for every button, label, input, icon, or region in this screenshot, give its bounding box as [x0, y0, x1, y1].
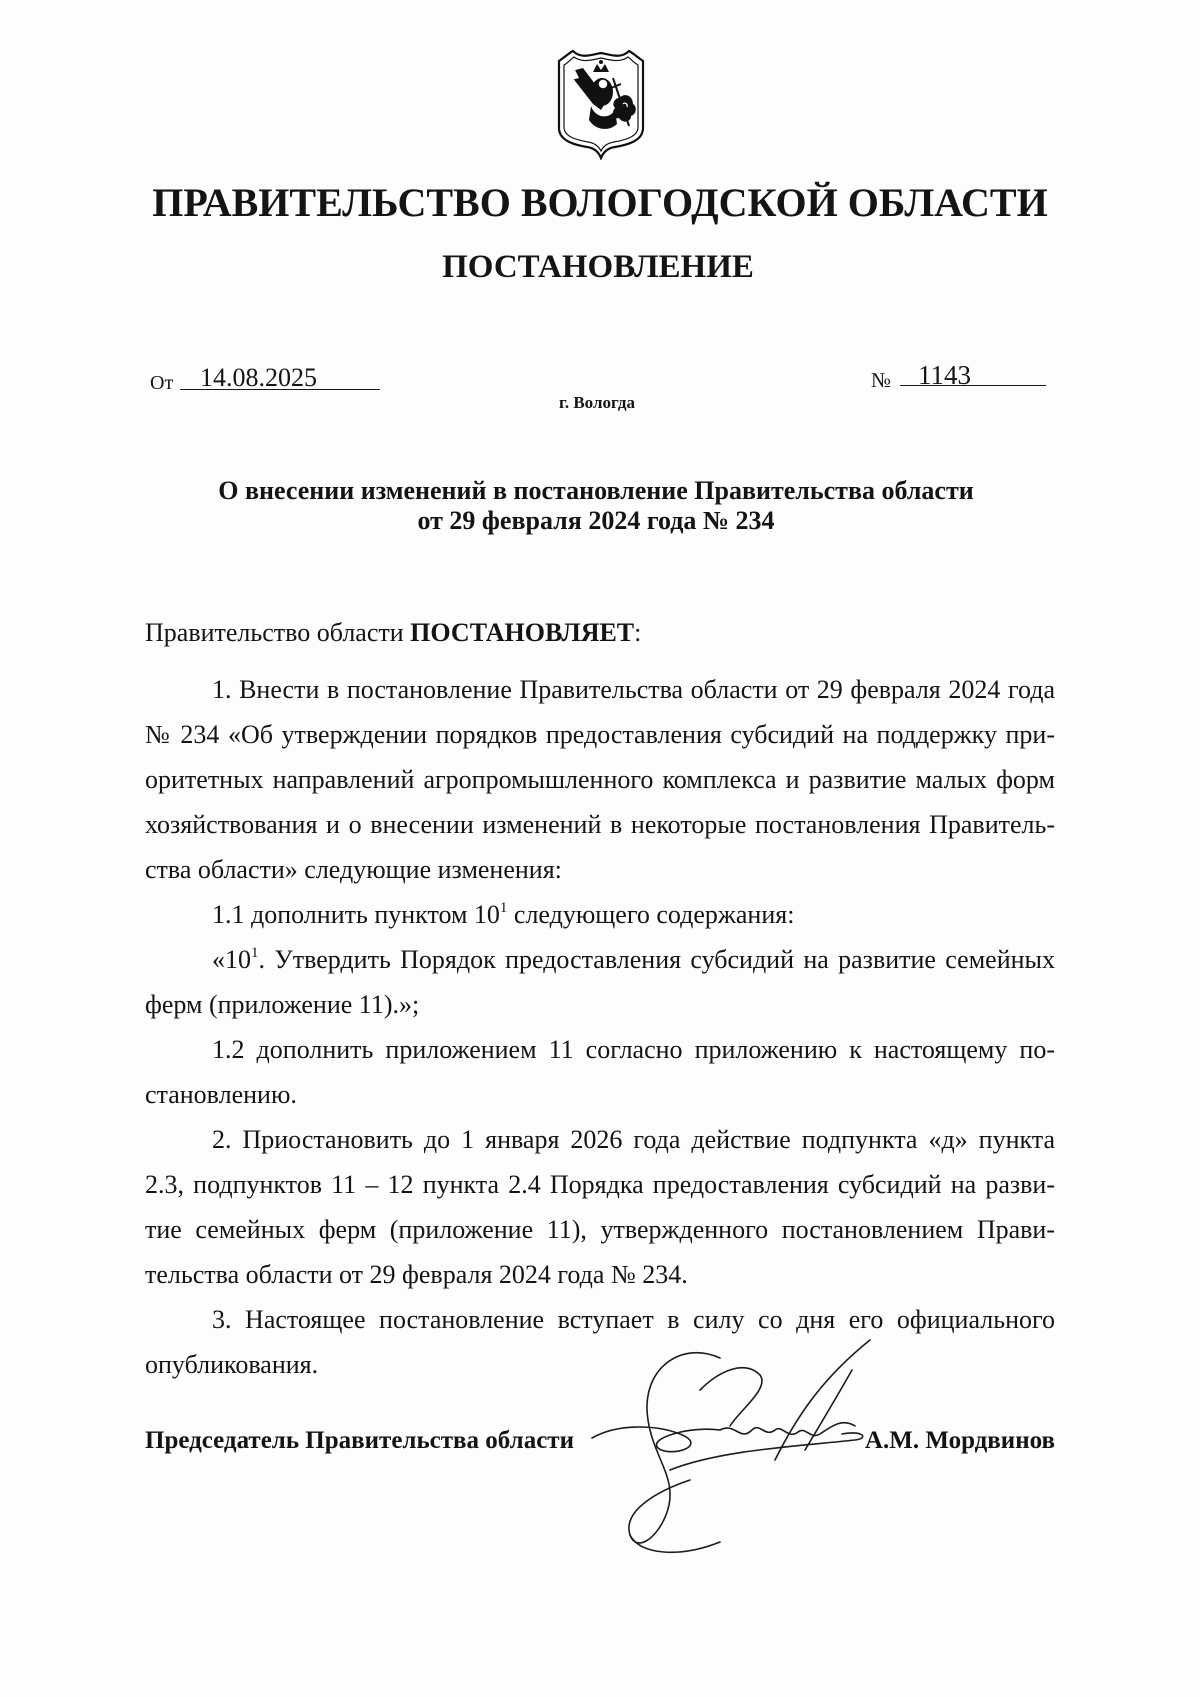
body-line	[145, 937, 1055, 982]
preamble	[145, 610, 641, 655]
body-line: № 234 «Об утверждении порядков предоставления субсидий на поддержку при-	[145, 720, 1055, 749]
body-line: ства области» следующие изменения:	[145, 855, 562, 884]
line-text: 1.1 дополнить пунктом 10	[212, 900, 500, 929]
body-line: тие семейных ферм (приложение 11), утвержденного постановлением Прави-	[145, 1215, 1055, 1244]
body-line: опубликования.	[145, 1350, 319, 1379]
subject-line: от 29 февраля 2024 года № 234	[417, 506, 775, 535]
body-line: тельства области от 29 февраля 2024 года № 234.	[145, 1260, 688, 1289]
superscript: 1	[251, 945, 259, 961]
body-line: 3. Настоящее постановление вступает в силу со дня его официального	[212, 1305, 1055, 1334]
line-text: «10	[212, 945, 251, 974]
line-text: . Утвердить Порядок предоставления субсидий на развитие семейных	[258, 945, 1055, 974]
number-underline	[900, 385, 1046, 386]
authority-title: ПРАВИТЕЛЬСТВО ВОЛОГОДСКОЙ ОБЛАСТИ	[152, 180, 1048, 225]
body-line: хозяйствования и о внесении изменений в некоторые постановления Правитель-	[145, 810, 1055, 839]
body-line: становлению.	[145, 1080, 297, 1109]
line-text: следующего содержания:	[507, 900, 795, 929]
body-line: оритетных направлений агропромышленного комплекса и развитие малых форм	[145, 765, 1055, 794]
signatory-name: А.М. Мордвинов	[864, 1427, 1055, 1454]
signatory-position: Председатель Правительства области	[145, 1427, 574, 1454]
document-date: 14.08.2025	[200, 363, 317, 392]
date-label: От	[150, 372, 174, 394]
date-underline	[180, 389, 380, 390]
document-body	[145, 667, 1055, 1387]
handwritten-signature-icon	[570, 1330, 900, 1560]
body-line: ферм (приложение 11).»;	[145, 990, 420, 1019]
coat-of-arms-icon	[555, 48, 647, 160]
city: г. Вологда	[559, 393, 635, 412]
body-line: 1.2 дополнить приложением 11 согласно приложению к настоящему по-	[212, 1035, 1055, 1064]
body-line: 2. Приостановить до 1 января 2026 года действие подпункта «д» пункта	[212, 1125, 1055, 1154]
subject-line: О внесении изменений в постановление Правительства области	[218, 476, 974, 505]
body-line	[145, 892, 1055, 937]
superscript: 1	[499, 900, 508, 916]
body-line: 1. Внести в постановление Правительства области от 29 февраля 2024 года	[212, 675, 1055, 704]
body-line: 2.3, подпунктов 11 – 12 пункта 2.4 Порядка предоставления субсидий на разви-	[145, 1170, 1055, 1199]
preamble-text: Правительство области	[145, 618, 411, 647]
number-label: №	[871, 368, 892, 392]
preamble-punct: :	[634, 618, 642, 647]
document-number: 1143	[918, 360, 971, 390]
document-type: ПОСТАНОВЛЕНИЕ	[442, 249, 754, 285]
preamble-keyword: ПОСТАНОВЛЯЕТ	[410, 618, 635, 647]
